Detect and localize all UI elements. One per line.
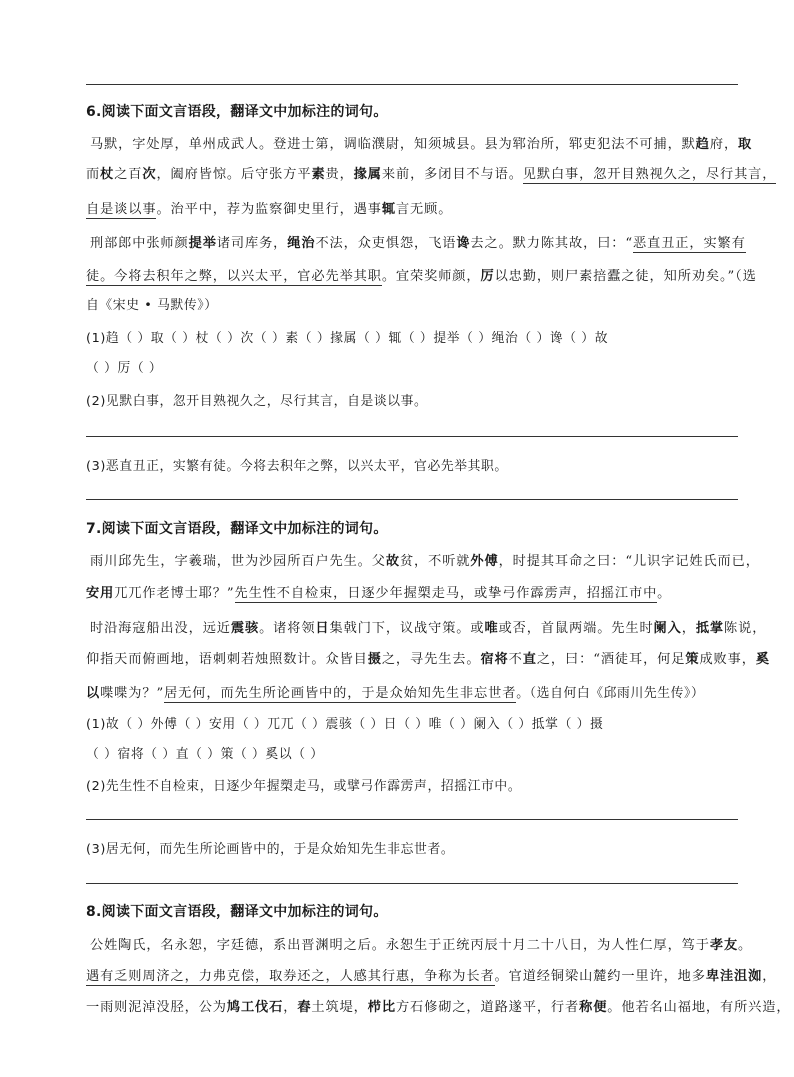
underlined-sentence: 先生性不自检束，日逐少年握槊走马，或挚弓作霹雳声，招摇江市中 xyxy=(234,586,658,601)
answer-line xyxy=(86,883,738,884)
q7-subquestion-1-cont: （ ）宿将（ ）直（ ）策（ ）奚以（ ） xyxy=(86,747,324,762)
q6-passage-line-5: 徒。今将去积年之弊，以兴太平，官必先举其职。宜荣奖师颜，厉以忠勤，则尸素掊蠹之徒，知所劝矣。”（选 xyxy=(86,269,757,284)
q7-subquestion-2: (2)先生性不自检束，日逐少年握槊走马，或擘弓作霹雳声，招摇江市中。 xyxy=(86,779,522,794)
underlined-sentence: 自是谈以事 xyxy=(86,202,157,217)
q8-passage-line-1: 公姓陶氏，名永恕，字廷德，系出晋渊明之后。永恕生于正统丙辰十月二十八日，为人性仁厚，笃于孝友。 xyxy=(90,938,753,953)
q6-subquestion-1: (1)趋（ ）取（ ）杖（ ）次（ ）素（ ）掾属（ ）辄（ ）提举（ ）绳治（ ）谗（ ）故 xyxy=(86,331,609,346)
q8-passage-line-3: 一雨则泥淖没胫，公为鸠工伐石，舂土筑堤，栉比方石修砌之，道路遂平，行者称便。他若名山福地，有所兴造， xyxy=(86,1000,791,1015)
q7-passage-line-4: 仰指天而俯画地，语刺刺若烛照数计。众皆目摄之，寻先生去。宿将不直之，曰：“酒徒耳，何足策成败事，奚 xyxy=(86,652,770,667)
q7-passage-line-1: 雨川邱先生，字羲瑞，世为沙园所百户先生。父故贫，不听就外傅，时提其耳命之曰：“儿识字记姓氏而已， xyxy=(90,554,760,569)
q7-passage-line-2: 安用兀兀作老博士耶？”先生性不自检束，日逐少年握槊走马，或挚弓作霹雳声，招摇江市中。 xyxy=(86,586,672,601)
underlined-sentence: 恶直丑正，实繁有 xyxy=(633,236,746,251)
q6-passage-line-4: 刑部郎中张师颜提举诸司库务，绳治不法，众吏惧怨，飞语谗去之。默力陈其故，曰：“恶直丑正，实繁有 xyxy=(90,236,746,251)
q6-source: 自《宋史 • 马默传》） xyxy=(86,298,218,313)
q7-subquestion-3: (3)居无何，而先生所论画皆中的，于是众始知先生非忘世者。 xyxy=(86,842,455,857)
q6-subquestion-2: (2)见默白事，忽开目熟视久之，尽行其言，自是谈以事。 xyxy=(86,394,428,409)
question-7-title: 7.阅读下面文言语段，翻译文中加标注的词句。 xyxy=(86,521,388,537)
q7-subquestion-1: (1)故（ ）外傅（ ）安用（ ）兀兀（ ）震骇（ ）日（ ）唯（ ）阑入（ ）抵掌（ ）摄 xyxy=(86,717,604,732)
q7-passage-line-5: 以喋喋为？”居无何，而先生所论画皆中的，于是众始知先生非忘世者。（选自何白《邱雨川先生传》） xyxy=(86,686,705,701)
q6-subquestion-1-cont: （ ）厉（ ） xyxy=(86,361,163,376)
q8-passage-line-2: 遇有乏则周济之，力弗克偿，取券还之，人感其行惠，争称为长者。官道经铜梁山麓约一里许，地多卑洼沮洳， xyxy=(86,969,777,984)
q7-passage-line-3: 时沿海寇船出没，远近震骇。诸将领日集戟门下，议战守策。或唯或否，首鼠两端。先生时阑入，抵掌陈说， xyxy=(90,621,767,636)
underlined-sentence: 居无何，而先生所论画皆中的，于是众始知先生非忘世者 xyxy=(164,686,517,701)
underlined-sentence: 遇有乏则周济之，力弗克偿，取券还之，人感其行惠，争称为长者 xyxy=(86,969,495,984)
q6-passage-line-2: 而杖之百次，阖府皆惊。后守张方平素贵，掾属来前，多闭目不与语。见默白事，忽开目熟视久之，尽行其言， xyxy=(86,167,777,182)
question-6-title: 6.阅读下面文言语段，翻译文中加标注的词句。 xyxy=(86,104,388,120)
answer-line xyxy=(86,819,738,820)
underlined-sentence: 徒。今将去积年之弊，以兴太平，官必先举其职 xyxy=(86,269,382,284)
question-8-title: 8.阅读下面文言语段，翻译文中加标注的词句。 xyxy=(86,904,388,920)
underlined-sentence: 见默白事，忽开目熟视久之，尽行其言， xyxy=(522,167,777,182)
q6-passage-line-3: 自是谈以事。治平中，荐为监察御史里行，遇事辄言无顾。 xyxy=(86,202,453,217)
q6-subquestion-3: (3)恶直丑正，实繁有徒。今将去积年之弊，以兴太平，官必先举其职。 xyxy=(86,459,508,474)
answer-line xyxy=(86,499,738,500)
q6-passage-line-1: 马默，字处厚，单州成武人。登进士第，调临濮尉，知须城县。县为郓治所，郓吏犯法不可捕，默趋府，取 xyxy=(90,137,753,152)
answer-line-divider xyxy=(86,84,738,85)
answer-line xyxy=(86,436,738,437)
